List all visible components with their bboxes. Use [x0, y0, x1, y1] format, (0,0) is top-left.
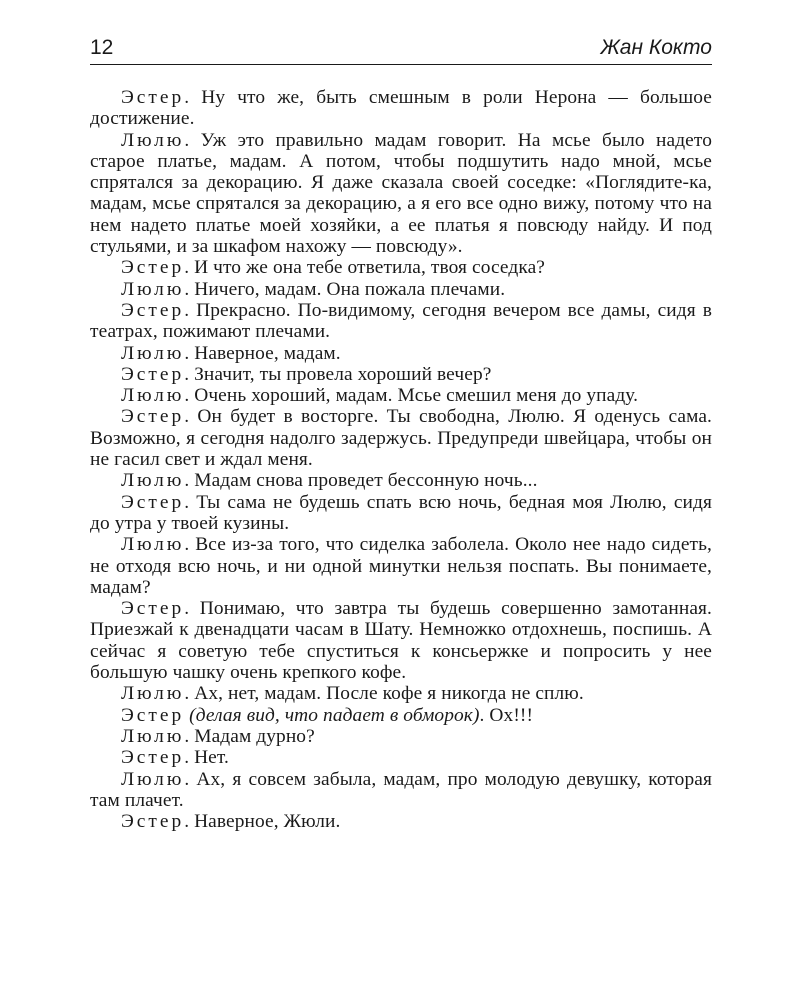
stage-direction: (делая вид, что падает в обморок): [189, 704, 480, 726]
speaker-name: Люлю: [121, 385, 185, 407]
dialogue-paragraph: [90, 279, 712, 300]
speaker-name: Эстер: [121, 406, 185, 428]
speech-text: . Ах, я совсем забыла, мадам, про молодую девушку, которая там плачет.: [90, 768, 712, 811]
speech-text: . Ах, нет, мадам. После кофе я никогда не сплю.: [184, 683, 584, 705]
speech-text: . И что же она тебе ответила, твоя соседка?: [184, 257, 545, 279]
speech-text: . Понимаю, что завтра ты будешь совершенно замотанная. Приезжай к двенадцати часам в Шату. Немножко отдохнешь, поспишь. А сейчас я советую тебе спуститься к консьержке и попросить у нее большую чашку очень крепкого кофе.: [90, 598, 712, 684]
speaker-name: Эстер: [121, 811, 185, 833]
speaker-name: Люлю: [121, 534, 185, 556]
dialogue-paragraph: [90, 87, 712, 130]
dialogue-paragraph: [90, 811, 712, 832]
speech-text: . Ну что же, быть смешным в роли Нерона — большое достижение.: [90, 87, 712, 130]
speaker-name: Люлю: [121, 683, 185, 705]
speaker-name: Люлю: [121, 129, 185, 151]
speaker-name: Эстер: [121, 747, 185, 769]
dialogue-paragraph: [90, 705, 712, 726]
dialogue-paragraph: [90, 492, 712, 535]
dialogue-paragraph: [90, 747, 712, 768]
speaker-name: Эстер: [121, 704, 185, 726]
speaker-name: Люлю: [121, 725, 185, 747]
speech-text: . Уж это правильно мадам говорит. На мсье было надето старое платье, мадам. А потом, чтобы подшутить надо мной, мсье спрятался за декорацию. Я даже сказала своей соседке: «Поглядите-ка, мадам, мсье спрятался за декорацию, а я его все одно вижу, потому что на нем надето платье моей хозяйки, а ее платья я повсюду найду. И под стульями, и за шкафом нахожу — повсюду».: [90, 129, 712, 258]
dialogue-text: [90, 87, 712, 832]
speech-text: . Наверное, Жюли.: [184, 811, 341, 833]
dialogue-paragraph: [90, 257, 712, 278]
speaker-name: Люлю: [121, 470, 185, 492]
speech-text: . Нет.: [184, 747, 229, 769]
speaker-name: Люлю: [121, 768, 185, 790]
speech-text: . Наверное, мадам.: [184, 342, 341, 364]
page-number: 12: [90, 36, 114, 59]
dialogue-paragraph: [90, 470, 712, 491]
speech-text: . Ох!!!: [479, 704, 533, 726]
speaker-name: Эстер: [121, 299, 185, 321]
dialogue-paragraph: [90, 300, 712, 343]
dialogue-paragraph: [90, 683, 712, 704]
speech-text: . Все из-за того, что сиделка заболела. Около нее надо сидеть, не отходя всю ночь, и ни одной минутки нельзя поспать. Вы понимаете, мадам?: [90, 534, 712, 598]
dialogue-paragraph: [90, 130, 712, 258]
speaker-name: Эстер: [121, 363, 185, 385]
dialogue-paragraph: [90, 598, 712, 683]
speech-text: . Очень хороший, мадам. Мсье смешил меня до упаду.: [184, 385, 639, 407]
speech-text: . Мадам дурно?: [184, 725, 315, 747]
dialogue-paragraph: [90, 406, 712, 470]
speaker-name: Эстер: [121, 598, 185, 620]
speaker-name: Люлю: [121, 342, 185, 364]
speech-text: . Ничего, мадам. Она пожала плечами.: [184, 278, 506, 300]
book-page: [90, 34, 712, 832]
dialogue-paragraph: [90, 534, 712, 598]
speaker-name: Эстер: [121, 491, 185, 513]
running-title: Жан Кокто: [600, 36, 712, 59]
dialogue-paragraph: [90, 726, 712, 747]
speech-text: . Он будет в восторге. Ты свободна, Люлю. Я оденусь сама. Возможно, я сегодня надолго задержусь. Предупреди швейцара, чтобы он не гасил свет и ждал меня.: [90, 406, 712, 471]
speaker-name: Эстер: [121, 257, 185, 279]
speech-text: . Мадам снова проведет бессонную ночь...: [184, 470, 538, 492]
page-header: [90, 34, 712, 65]
dialogue-paragraph: [90, 343, 712, 364]
dialogue-paragraph: [90, 364, 712, 385]
speech-text: . Ты сама не будешь спать всю ночь, бедная моя Люлю, сидя до утра у твоей кузины.: [90, 491, 712, 534]
dialogue-paragraph: [90, 385, 712, 406]
speaker-name: Эстер: [121, 87, 185, 108]
dialogue-paragraph: [90, 769, 712, 812]
speech-text: . Значит, ты провела хороший вечер?: [184, 363, 492, 385]
speaker-name: Люлю: [121, 278, 185, 300]
speech-text: . Прекрасно. По-видимому, сегодня вечером все дамы, сидя в театрах, пожимают плечами.: [90, 299, 712, 343]
